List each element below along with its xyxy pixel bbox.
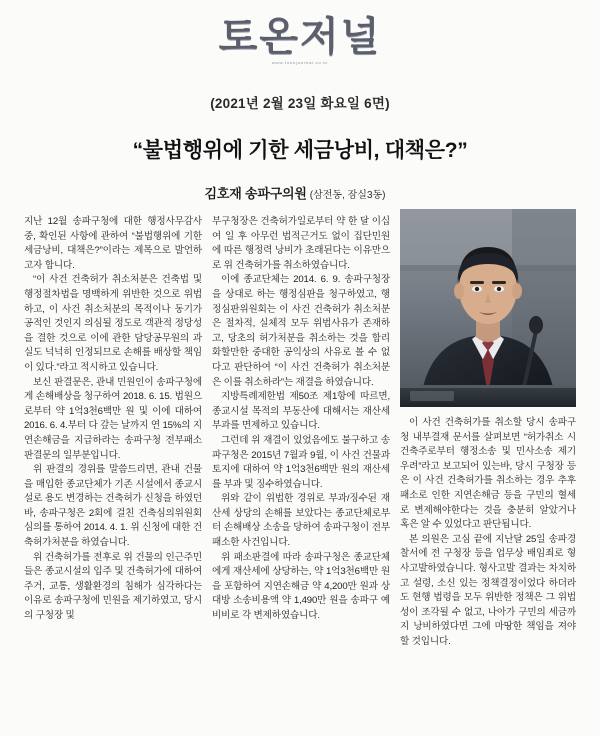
dateline: (2021년 2월 23일 화요일 6면) — [210, 96, 390, 111]
paragraph: 위 판결의 경위를 말씀드리면, 관내 건물을 매입한 종교단체가 기존 시설에서 종교시설로 용도 변경하는 건축허가 신청을 하였던바, 송파구청은 2회에 걸친 건축심의위원회 심의를 통하여 2014. 4. 1. 위 신청에 대한 건축허가처분을 하였습니다. — [24, 464, 202, 549]
masthead-subtitle: www.toonjournal.co.kr — [271, 60, 329, 65]
paragraph: 그런데 위 재결이 있었음에도 불구하고 송파구청은 2015년 7월과 9월, 이 사건 건물과 토지에 대하여 약 1억3천6백만 원의 재산세를 부과 및 징수하였습니다. — [212, 434, 390, 490]
paragraph: 지방특례제한법 제50조 제1항에 따르면, 종교시설 목적의 부동산에 대해서는 재산세 부과를 면제하고 있습니다. — [212, 391, 390, 432]
article-column-3 — [400, 416, 576, 650]
paragraph: 이 사건 건축허가를 취소할 당시 송파구청 내부결재 문서를 살펴보면 “허가취소 시 건축주로부터 행정소송 및 민사소송 제기 우려”라고 보고되어 있는바, 당시 구청장 등은 이 사건 건축허가를 취소하는 경우 추후 패소로 인한 지연손해금 등을 구민의 혈세로 변제해야한다는 것을 충분히 알았거나 혹은 알 수 있었다고 판단됩니다. — [400, 417, 576, 531]
byline-district: (삼전동, 잠실3동) — [309, 190, 386, 201]
paragraph: 위 패소판결에 따라 송파구청은 종교단체에게 재산세에 상당하는, 약 1억3천6백만 원을 포함하여 지연손해금 약 4,200만 원과 상대방 소송비용액 약 1,490만 원을 송파구 예비비로 각 변제하였습니다. — [212, 551, 390, 622]
paragraph: 위 건축허가를 전후로 위 건물의 인근주민들은 종교시설의 입주 및 건축허가에 대하여 주거, 교통, 생활환경의 침해가 심각하다는 이유로 송파구청에 민원을 제기하였고, 당시의 구청장 및 — [24, 551, 202, 622]
article-column-1 — [24, 215, 202, 624]
paragraph: 부구청장은 건축허가일로부터 약 한 달 이십여 일 후 아무런 법적근거도 없이 집단민원에 따른 행정력 낭비가 초래된다는 이유만으로 위 건축허가를 취소하였습니다. — [212, 216, 390, 271]
paragraph: 위와 같이 위법한 경위로 부과/징수된 재산세 상당의 손해를 보았다는 종교단체로부터 손해배상 소송을 당하여 송파구청이 전부 패소한 사건입니다. — [212, 493, 390, 549]
page-title: “불법행위에 기한 세금낭비, 대책은?” — [132, 139, 468, 162]
byline-author-name: 김호재 송파구의원 — [204, 186, 307, 201]
paragraph: 지난 12월 송파구청에 대한 행정사무감사 중, 확인된 사항에 관하여 “불법행위에 기한 세금낭비, 대책은?”이라는 제목으로 발언하고자 합니다. — [24, 216, 202, 271]
portrait-photo-image — [400, 209, 576, 407]
paragraph: “이 사건 건축허가 취소처분은 건축법 및 행정절차법을 명백하게 위반한 것으로 위법하고, 이 사건 취소처분의 목적이나 동기가 공적인 것인지 의심될 정도로 객관적 정당성을 결한 것으로 이에 관한 담당공무원의 과실도 넉넉히 인정되므로 손해를 배상할 책임이 있다.”라고 적시하고 있습니다. — [24, 274, 202, 373]
masthead-logo: 토온저널 — [218, 14, 382, 60]
paragraph: 이에 종교단체는 2014. 6. 9. 송파구청장을 상대로 하는 행정심판을 청구하였고, 행정심판위원회는 이 사건 건축허가 취소처분은 절차적, 실체적 모두 위법사유가 존재하고, 당초의 허가처분을 취소하는 것을 합리화할만한 중대한 공익상의 사유로 볼 수 없다고 판단하여 “이 사건 건축허가 취소처분은 이를 취소하라”는 재결을 하였습니다. — [212, 274, 390, 388]
byline — [24, 183, 576, 203]
paragraph: 보신 판결문은, 관내 민원인이 송파구청에게 손해배상을 청구하여 2018. 6. 15. 법원으로부터 약 1억3천6백만 원 및 이에 대하여 2016. 6. 4.부터 다 갚는 날까지 연 15%의 지연손해금을 지급하라는 송파구청 전부패소 판결문의 일부분입니다. — [24, 376, 202, 461]
article-body — [24, 215, 576, 720]
masthead — [24, 0, 576, 65]
article-column-2 — [212, 215, 390, 624]
paragraph: 본 의원은 고심 끝에 지난달 25일 송파경찰서에 전 구청장 등을 업무상 배임죄로 형사고발하였습니다. 형사고발 결과는 차치하고 설령, 소신 있는 정책결정이었다 하더라도 현행 법령을 모두 위반한 정책은 그 위법성이 조각될 수 없고, 나아가 구민의 세금까지 낭비하였다면 그에 마땅한 책임을 져야할 것입니다. — [400, 533, 576, 647]
article-photo — [400, 209, 576, 407]
